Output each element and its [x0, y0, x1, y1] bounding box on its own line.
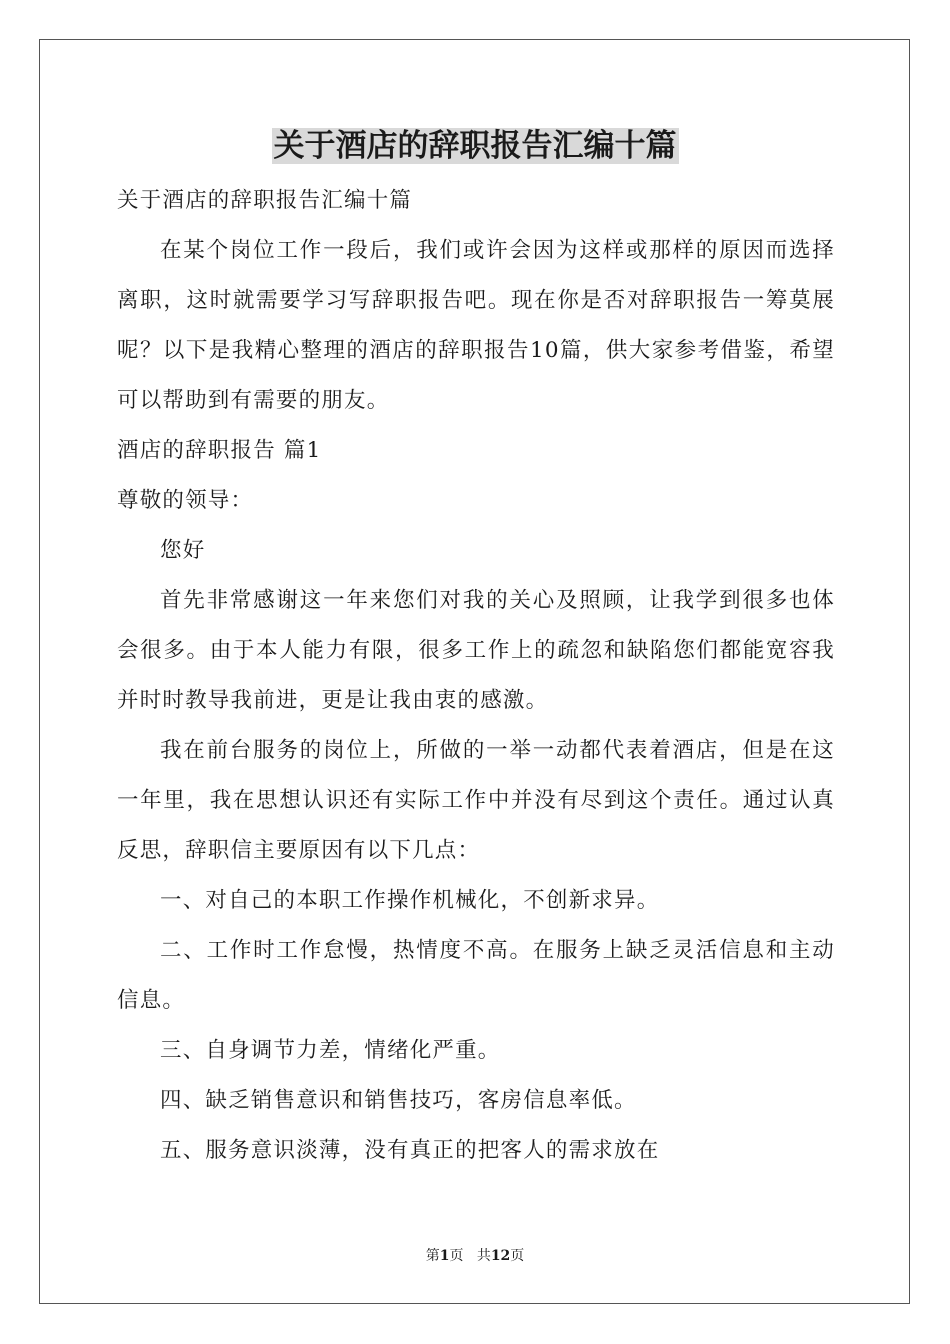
- footer-page-suffix: 页: [449, 1248, 464, 1264]
- page-footer: [0, 1246, 950, 1266]
- footer-total-pages: 12: [490, 1248, 511, 1264]
- paragraph: 酒店的辞职报告 篇1: [117, 438, 322, 463]
- paragraph: 二、工作时工作怠慢，热情度不高。在服务上缺乏灵活信息和主动信息。: [117, 938, 835, 1013]
- paragraph: 我在前台服务的岗位上，所做的一举一动都代表着酒店，但是在这一年里，我在思想认识还有实际工作中并没有尽到这个责任。通过认真反思，辞职信主要原因有以下几点：: [117, 738, 835, 863]
- footer-page-prefix: 第: [425, 1248, 440, 1264]
- document-body: [117, 176, 835, 1176]
- paragraph: 首先非常感谢这一年来您们对我的关心及照顾，让我学到很多也体会很多。由于本人能力有限，很多工作上的疏忽和缺陷您们都能宽容我并时时教导我前进，更是让我由衷的感激。: [117, 588, 835, 713]
- footer-total-prefix: 共: [476, 1248, 491, 1264]
- footer-page-number: 1: [439, 1248, 450, 1264]
- paragraph: 三、自身调节力差，情绪化严重。: [160, 1038, 501, 1063]
- document-title-text: 关于酒店的辞职报告汇编十篇: [273, 128, 677, 164]
- paragraph: 一、对自己的本职工作操作机械化，不创新求异。: [160, 888, 660, 913]
- document-title: [0, 124, 950, 168]
- paragraph: 关于酒店的辞职报告汇编十篇: [117, 188, 413, 213]
- paragraph: 您好: [160, 538, 206, 563]
- footer-total-suffix: 页: [510, 1248, 525, 1264]
- paragraph: 在某个岗位工作一段后，我们或许会因为这样或那样的原因而选择离职，这时就需要学习写辞职报告吧。现在你是否对辞职报告一筹莫展呢？以下是我精心整理的酒店的辞职报告10篇，供大家参考借鉴，希望可以帮助到有需要的朋友。: [117, 238, 835, 413]
- paragraph: 尊敬的领导：: [117, 488, 254, 513]
- paragraph: 五、服务意识淡薄，没有真正的把客人的需求放在: [160, 1138, 660, 1163]
- paragraph: 四、缺乏销售意识和销售技巧，客房信息率低。: [160, 1088, 637, 1113]
